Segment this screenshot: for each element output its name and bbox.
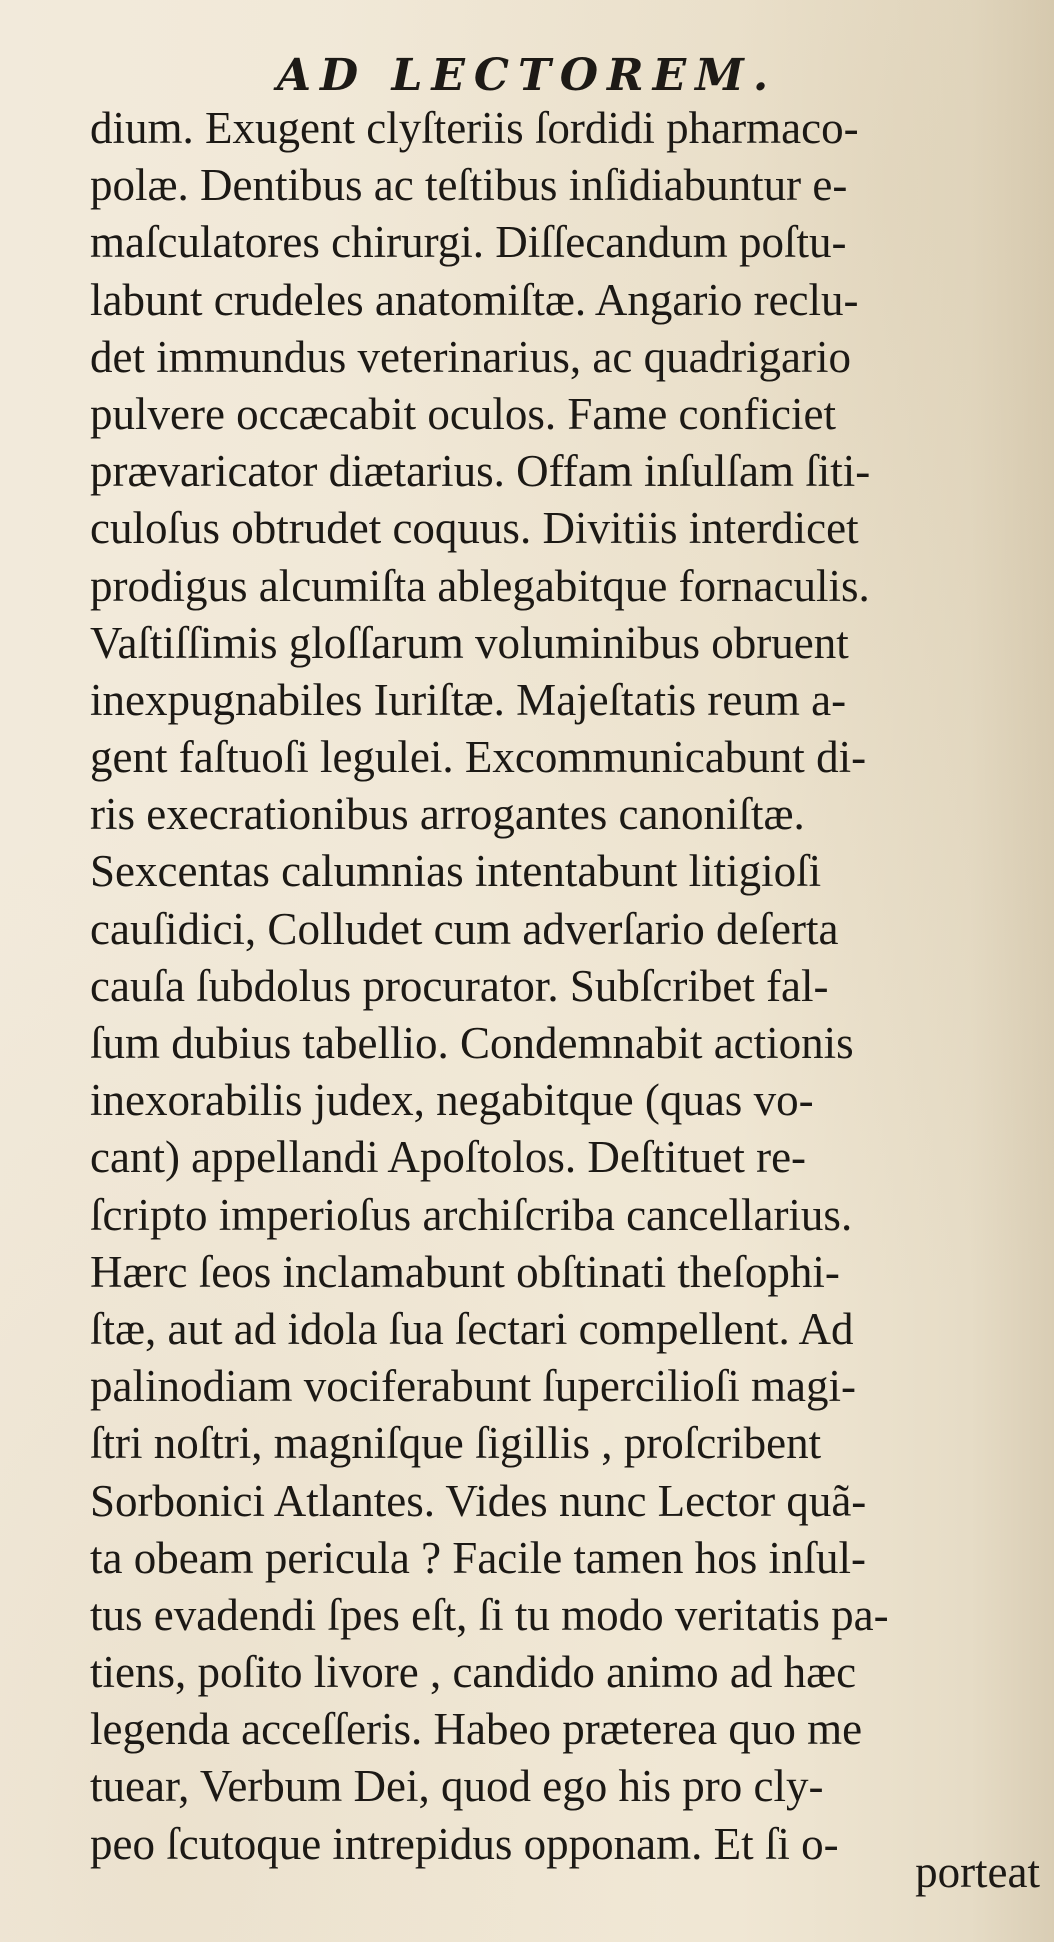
text-line: gent faſtuoſi legulei. Excommunicabunt di- [90,732,867,783]
text-line: ſum dubius tabellio. Condemnabit actionis [90,1018,854,1068]
text-line: polæ. Dentibus ac teſtibus inſidiabuntur e- [90,160,848,211]
text-line: ſtæ, aut ad idola ſua ſectari compellent. Ad [90,1303,854,1354]
text-line: ſtri noſtri, magniſque ſigillis , proſcribent [90,1418,822,1469]
text-line: peo ſcutoque intrepidus opponam. Et ſi o- [90,1818,839,1869]
text-line: tiens, poſito livore , candido animo ad hæc [90,1647,857,1698]
text-line: Hærc ſeos inclamabunt obſtinati theſophi- [90,1246,840,1297]
text-line: cauſa ſubdolus procurator. Subſcribet fal- [90,960,829,1011]
running-head: AD LECTOREM. [276,50,778,101]
text-line: Sexcentas calumnias intentabunt litigioſi [90,846,822,897]
text-line: culoſus obtrudet coquus. Divitiis interdicet [90,503,859,554]
text-line: tus evadendi ſpes eſt, ſi tu modo veritatis pa- [90,1589,889,1640]
catchword: porteat [915,1847,1040,1897]
text-line: inexpugnabiles Iuriſtæ. Majeſtatis reum a- [90,674,847,725]
text-line: Vaſtiſſimis gloſſarum voluminibus obruent [90,617,849,668]
text-line: ſcripto imperioſus archiſcriba cancellarius. [90,1189,853,1240]
body-text [90,100,1040,1873]
text-line: pulvere occæcabit oculos. Fame conficiet [90,388,836,439]
text-line: cauſidici, Colludet cum adverſario deſerta [90,903,839,954]
text-line: det immundus veterinarius, ac quadrigario [90,331,852,382]
text-line: inexorabilis judex, negabitque (quas vo- [90,1075,814,1126]
text-line: ris execrationibus arrogantes canoniſtæ. [90,789,805,840]
text-line: maſculatores chirurgi. Diſſecandum poſtu- [90,217,847,268]
text-line: cant) appellandi Apoſtolos. Deſtituet re- [90,1132,807,1183]
text-line: prodigus alcumiſta ablegabitque fornaculis. [90,560,870,611]
text-line: tuear, Verbum Dei, quod ego his pro cly- [90,1761,824,1812]
text-line: ta obeam pericula ? Facile tamen hos inſul- [90,1532,866,1583]
text-line: dium. Exugent clyſteriis ſordidi pharmaco- [90,103,859,153]
text-line: labunt crudeles anatomiſtæ. Angario reclu- [90,274,859,325]
text-line: Sorbonici Atlantes. Vides nunc Lector quã- [90,1475,867,1526]
text-line: prævaricator diætarius. Offam inſulſam ſiti- [90,446,871,497]
text-line: palinodiam vociferabunt ſupercilioſi magi- [90,1361,857,1412]
text-line: legenda acceſſeris. Habeo præterea quo me [90,1704,863,1755]
